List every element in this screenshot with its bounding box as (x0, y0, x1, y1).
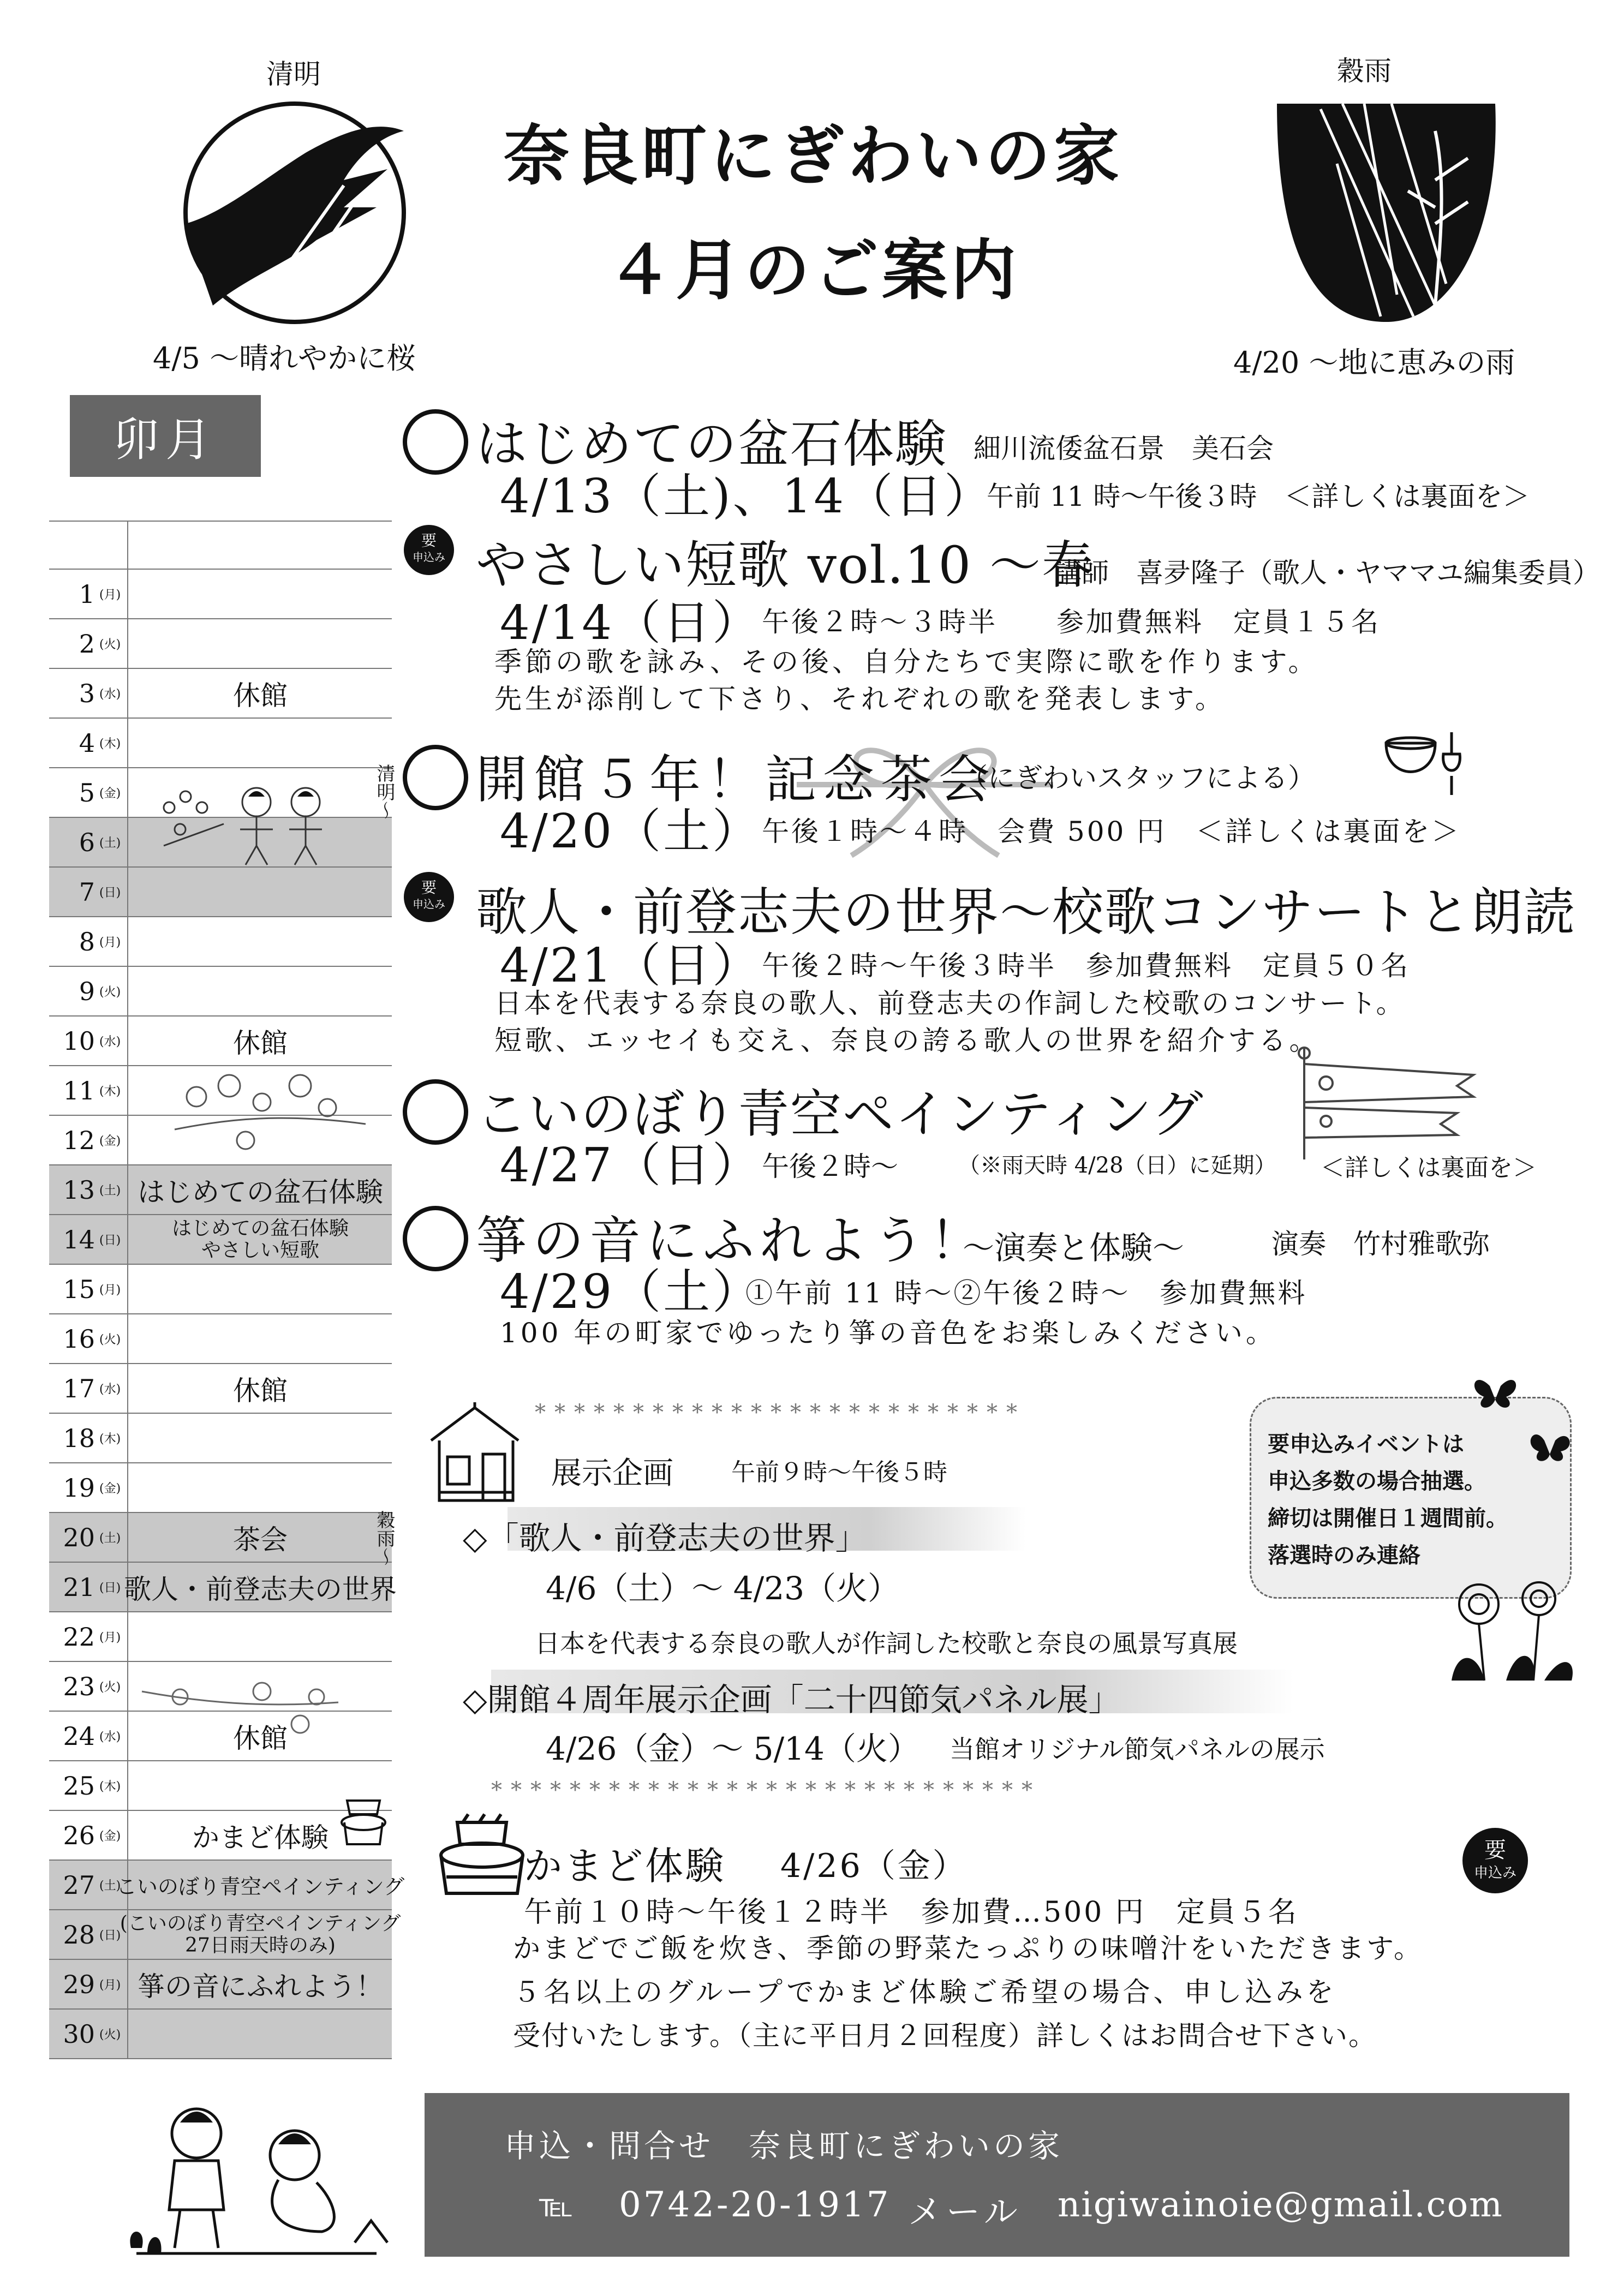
calendar-day: 13 (63, 1175, 95, 1205)
calendar-event (131, 1314, 390, 1363)
calendar-row (49, 1563, 397, 1612)
calendar-day: 5 (79, 778, 95, 808)
exhibit-item2-desc: 当館オリジナル節気パネルの展示 (950, 1735, 1325, 1764)
machiya-house-icon (426, 1397, 524, 1506)
calendar-row (49, 669, 392, 719)
exhibit-item2-title: ◇開館４周年展示企画「二十四節気パネル展」 (463, 1681, 1120, 1718)
kamado-date: 4/26（金） (780, 1847, 968, 1885)
calendar-weekday: (金) (99, 1134, 121, 1148)
calendar-day: 6 (79, 827, 95, 857)
calendar-event (131, 1463, 390, 1512)
calendar-weekday: (土) (99, 836, 121, 850)
calendar-event (131, 967, 390, 1015)
calendar-event: (こいのぼり青空ペインティング 27日雨天時のみ) (120, 1912, 401, 1957)
calendar-header-row (49, 521, 392, 570)
mail-label: メール (908, 2192, 1022, 2232)
calendar-row (49, 1414, 392, 1463)
notice-line-2: 申込多数の場合抽選。 (1268, 1469, 1486, 1494)
calendar-event: はじめての盆石体験 (138, 1176, 383, 1208)
calendar-row (49, 917, 392, 967)
calendar-weekday: (火) (99, 1333, 121, 1347)
calendar-event: 休館 (233, 1374, 288, 1407)
calendar-day: 18 (63, 1423, 95, 1453)
calendar-weekday: (水) (99, 1383, 121, 1396)
kajin-date: 4/21（日） (500, 938, 762, 993)
calendar-row (49, 1165, 392, 1215)
calendar-row (49, 1463, 392, 1513)
kamado-desc-2: ５名以上のグループでかまど体験ご希望の場合、申し込みを (513, 1976, 1337, 2008)
star-divider: **************************** (491, 1778, 1041, 1803)
kajin-desc-2: 短歌、エッセイも交え、奈良の誇る歌人の世界を紹介する。 (494, 1025, 1320, 1056)
calendar-row (49, 1513, 392, 1563)
exhibit-heading: 展示企画 (551, 1456, 673, 1491)
calendar-day: 10 (63, 1026, 95, 1056)
calendar-weekday: (土) (99, 1532, 121, 1545)
calendar-row (49, 1017, 392, 1066)
calendar-day: 2 (79, 629, 95, 659)
calendar-weekday: (火) (99, 638, 121, 651)
season-left-caption: 4/5 〜晴れやかに桜 (153, 341, 416, 375)
calendar-event: 休館 (233, 1027, 288, 1059)
calendar-event (131, 1414, 390, 1462)
exhibit-item2-date: 4/26（金）〜 5/14（火） (546, 1730, 920, 1767)
flowers-icon (1441, 1577, 1583, 1686)
chakai-sub: （にぎわいスタッフによる） (960, 762, 1315, 794)
calendar-row (49, 619, 392, 669)
calendar-day: 30 (63, 2019, 95, 2049)
calendar-weekday: (火) (99, 985, 121, 999)
calendar-day: 17 (63, 1373, 95, 1403)
calendar-event (131, 719, 390, 767)
tel-label: ℡ (539, 2187, 574, 2224)
carp-streamer-icon (1293, 1042, 1490, 1162)
koto-title: 箏の音にふれよう！ (476, 1211, 987, 1271)
tanka-desc-1: 季節の歌を詠み、その後、自分たちで実際に歌を作ります。 (494, 646, 1319, 678)
calendar-day: 11 (63, 1075, 95, 1105)
calendar-day: 28 (63, 1920, 95, 1950)
calendar-day: 21 (63, 1572, 95, 1602)
calendar-weekday: (金) (99, 787, 121, 800)
tanka-lecturer: 講師 喜夛隆子（歌人・ヤママユ編集委員） (1054, 557, 1600, 589)
contact-label: 申込・問合せ 奈良町にぎわいの家 (504, 2127, 1064, 2165)
season-left-label: 清明 (266, 58, 321, 90)
bonseki-time: 午前 11 時〜午後３時 ＜詳しくは裏面を＞ (987, 481, 1530, 512)
koto-sub: 〜演奏と体験〜 (963, 1229, 1185, 1266)
event-bullet-circle-icon (403, 1206, 468, 1271)
calendar-weekday: (水) (99, 687, 121, 701)
calendar-day: 22 (63, 1622, 95, 1652)
kajin-title: 歌人・前登志夫の世界〜校歌コンサートと朗読 (476, 883, 1577, 942)
calendar-row (49, 570, 392, 619)
calendar-weekday: (日) (99, 886, 121, 900)
koto-desc: 100 年の町家でゆったり箏の音色をお楽しみください。 (500, 1317, 1276, 1349)
tanka-desc-2: 先生が添削して下さり、それぞれの歌を発表します。 (494, 683, 1226, 715)
calendar-row (49, 1960, 392, 2010)
koinobori-date: 4/27（日） (500, 1138, 762, 1193)
calendar-event: 休館 (233, 679, 288, 711)
exhibit-item1-title: ◇「歌人・前登志夫の世界」 (463, 1520, 867, 1557)
calendar-row (49, 1861, 405, 1910)
calendar-weekday: (月) (99, 1631, 121, 1645)
calendar-event (131, 917, 390, 966)
calendar-weekday: (月) (99, 1283, 121, 1297)
calendar-row (49, 1364, 392, 1414)
tanka-info: 午後２時〜３時半 参加費無料 定員１５名 (762, 606, 1381, 638)
calendar-weekday: (火) (99, 2028, 121, 2042)
calendar-event: はじめての盆石体験 やさしい短歌 (171, 1217, 349, 1261)
star-divider: ************************* (535, 1400, 1026, 1425)
exhibit-item1-desc: 日本を代表する奈良の歌人が作詞した校歌と奈良の風景写真展 (535, 1629, 1238, 1658)
calendar-event (131, 1265, 390, 1313)
calendar-event: かまど体験 (192, 1821, 329, 1854)
swallow-emblem-icon (180, 98, 409, 327)
koinobori-title: こいのぼり青空ペインティング (476, 1085, 1204, 1144)
calendar-day: 9 (79, 976, 95, 1006)
calendar-day: 27 (63, 1870, 95, 1900)
calendar-weekday: (日) (99, 1929, 121, 1942)
email-link[interactable]: nigiwainoie@gmail.com (1058, 2185, 1503, 2225)
page-title: 奈良町にぎわいの家 (504, 117, 1123, 194)
event-bullet-circle-icon (403, 745, 468, 810)
calendar-row (49, 1215, 392, 1265)
calendar-event (131, 1612, 390, 1661)
calendar-day: 26 (63, 1820, 95, 1850)
calendar-row (49, 1910, 401, 1960)
calendar-event: 茶会 (233, 1523, 288, 1556)
children-gardening-illustration-icon (115, 2090, 398, 2259)
reservation-required-badge: 要 申込み (404, 872, 454, 922)
calendar-weekday: (土) (99, 1879, 121, 1893)
kajin-info: 午後２時〜午後３時半 参加費無料 定員５０名 (762, 950, 1410, 982)
chakai-date: 4/20（土） (500, 804, 762, 859)
koinobori-note: （※雨天時 4/28（日）に延期） (958, 1153, 1276, 1178)
calendar-event (131, 570, 390, 618)
kamado-small-icon (336, 1790, 391, 1850)
reservation-required-badge: 要 申込み (1462, 1828, 1528, 1893)
kamado-icon (435, 1811, 528, 1904)
calendar-weekday: (水) (99, 1730, 121, 1744)
calendar-row (49, 1265, 392, 1314)
exhibit-item1-date: 4/6（土）〜 4/23（火） (546, 1570, 900, 1607)
calendar-weekday: (金) (99, 1482, 121, 1496)
calendar-event: 歌人・前登志夫の世界 (124, 1573, 397, 1605)
notice-line-1: 要申込みイベントは (1268, 1432, 1464, 1457)
calendar-weekday: (木) (99, 1432, 121, 1446)
calendar-day: 25 (63, 1771, 95, 1801)
calendar-note-seimei: 清明〜 (373, 764, 395, 820)
calendar-day: 20 (63, 1522, 95, 1552)
koto-info: ①午前 11 時〜②午後２時〜 参加費無料 (745, 1277, 1307, 1309)
kamado-desc-1: かまどでご飯を炊き、季節の野菜たっぷりの味噌汁をいただきます。 (513, 1933, 1423, 1964)
calendar-event (131, 619, 390, 668)
calendar-day: 16 (63, 1324, 95, 1354)
bonseki-title: はじめての盆石体験 (476, 415, 948, 474)
event-bullet-circle-icon (403, 409, 468, 475)
calendar-weekday: (木) (99, 737, 121, 751)
calendar-weekday: (木) (99, 1780, 121, 1793)
notice-line-3: 締切は開催日１週間前。 (1268, 1506, 1508, 1531)
bonseki-organizer: 細川流倭盆石景 美石会 (974, 433, 1274, 464)
tanka-title: やさしい短歌 vol.10 〜春 (476, 536, 1095, 595)
calendar-day: 4 (79, 728, 95, 758)
calendar-row (49, 967, 392, 1017)
tanka-date: 4/14（日） (500, 596, 762, 650)
event-bullet-circle-icon (403, 1079, 468, 1145)
calendar-day: 19 (63, 1473, 95, 1503)
calendar-day: 29 (63, 1969, 95, 1999)
calendar-weekday: (土) (99, 1184, 121, 1198)
calendar-day: 15 (63, 1274, 95, 1304)
calendar-weekday: (水) (99, 1035, 121, 1049)
calendar-weekday: (火) (99, 1681, 121, 1694)
bonseki-date: 4/13（土)、14（日） (500, 469, 994, 524)
koto-performer: 演奏 竹村雅歌弥 (1271, 1228, 1490, 1260)
children-cherry-illustration-icon (158, 775, 355, 868)
kamado-info: 午前１０時〜午後１２時半 参加費…500 円 定員５名 (524, 1896, 1299, 1929)
chakai-title: 開館５年！記念茶会 (476, 750, 997, 810)
rain-emblem-icon (1271, 98, 1501, 327)
koinobori-time: 午後２時〜 (762, 1151, 898, 1182)
kajin-desc-1: 日本を代表する奈良の歌人、前登志夫の作詞した校歌のコンサート。 (494, 988, 1406, 1019)
calendar-row (49, 2010, 392, 2059)
kamado-desc-3: 受付いたします。（主に平日月２回程度）詳しくはお問合せ下さい。 (513, 2020, 1377, 2052)
calendar-month-label: 卯月 (70, 395, 261, 477)
calendar-weekday: (木) (99, 1085, 121, 1098)
calendar-weekday: (金) (99, 1829, 121, 1843)
calendar-day: 8 (79, 926, 95, 956)
calendar-day: 24 (63, 1721, 95, 1751)
cherry-branch-illustration-icon (164, 1064, 371, 1162)
cherry-branch-illustration-2-icon (136, 1670, 344, 1751)
calendar-weekday: (日) (99, 1581, 121, 1595)
calendar-event: こいのぼり青空ペインティング (116, 1875, 405, 1899)
calendar-day: 3 (79, 678, 95, 708)
calendar-day: 14 (63, 1224, 95, 1254)
calendar-day: 7 (79, 877, 95, 907)
calendar-event: 箏の音にふれよう！ (138, 1970, 383, 2002)
calendar-weekday: (月) (99, 1978, 121, 1992)
contact-panel (425, 2093, 1569, 2257)
koto-date: 4/29（土） (500, 1265, 762, 1319)
koinobori-detail: ＜詳しくは裏面を＞ (1321, 1154, 1537, 1182)
tea-bowl-whisk-icon (1381, 727, 1468, 798)
calendar-weekday: (日) (99, 1234, 121, 1247)
calendar-day: 23 (63, 1671, 95, 1701)
reservation-required-badge: 要 申込み (404, 525, 454, 575)
calendar-day: 12 (63, 1125, 95, 1155)
season-right-label: 穀雨 (1337, 55, 1392, 87)
calendar-event: 休館 (233, 1722, 288, 1754)
page-subtitle: ４月のご案内 (607, 232, 1019, 309)
chakai-info: 午後１時〜４時 会費 500 円 ＜詳しくは裏面を＞ (762, 816, 1461, 847)
season-right-caption: 4/20 〜地に恵みの雨 (1233, 345, 1515, 380)
calendar-weekday: (月) (99, 936, 121, 949)
calendar-event (131, 868, 390, 916)
notice-line-4: 落選時のみ連絡 (1268, 1543, 1420, 1568)
calendar-note-kokuu: 穀雨〜 (373, 1510, 395, 1566)
calendar-row (49, 1314, 392, 1364)
kamado-title: かまど体験 (524, 1844, 726, 1888)
phone-link[interactable]: 0742-20-1917 (619, 2185, 891, 2225)
calendar-row (49, 1612, 392, 1662)
exhibit-hours: 午前９時〜午後５時 (731, 1458, 947, 1486)
calendar-row (49, 719, 392, 768)
calendar-event (131, 2010, 390, 2058)
calendar-weekday: (月) (99, 588, 121, 602)
calendar-day: 1 (79, 579, 95, 609)
butterfly-icon (1468, 1359, 1577, 1473)
calendar-row (49, 868, 392, 917)
